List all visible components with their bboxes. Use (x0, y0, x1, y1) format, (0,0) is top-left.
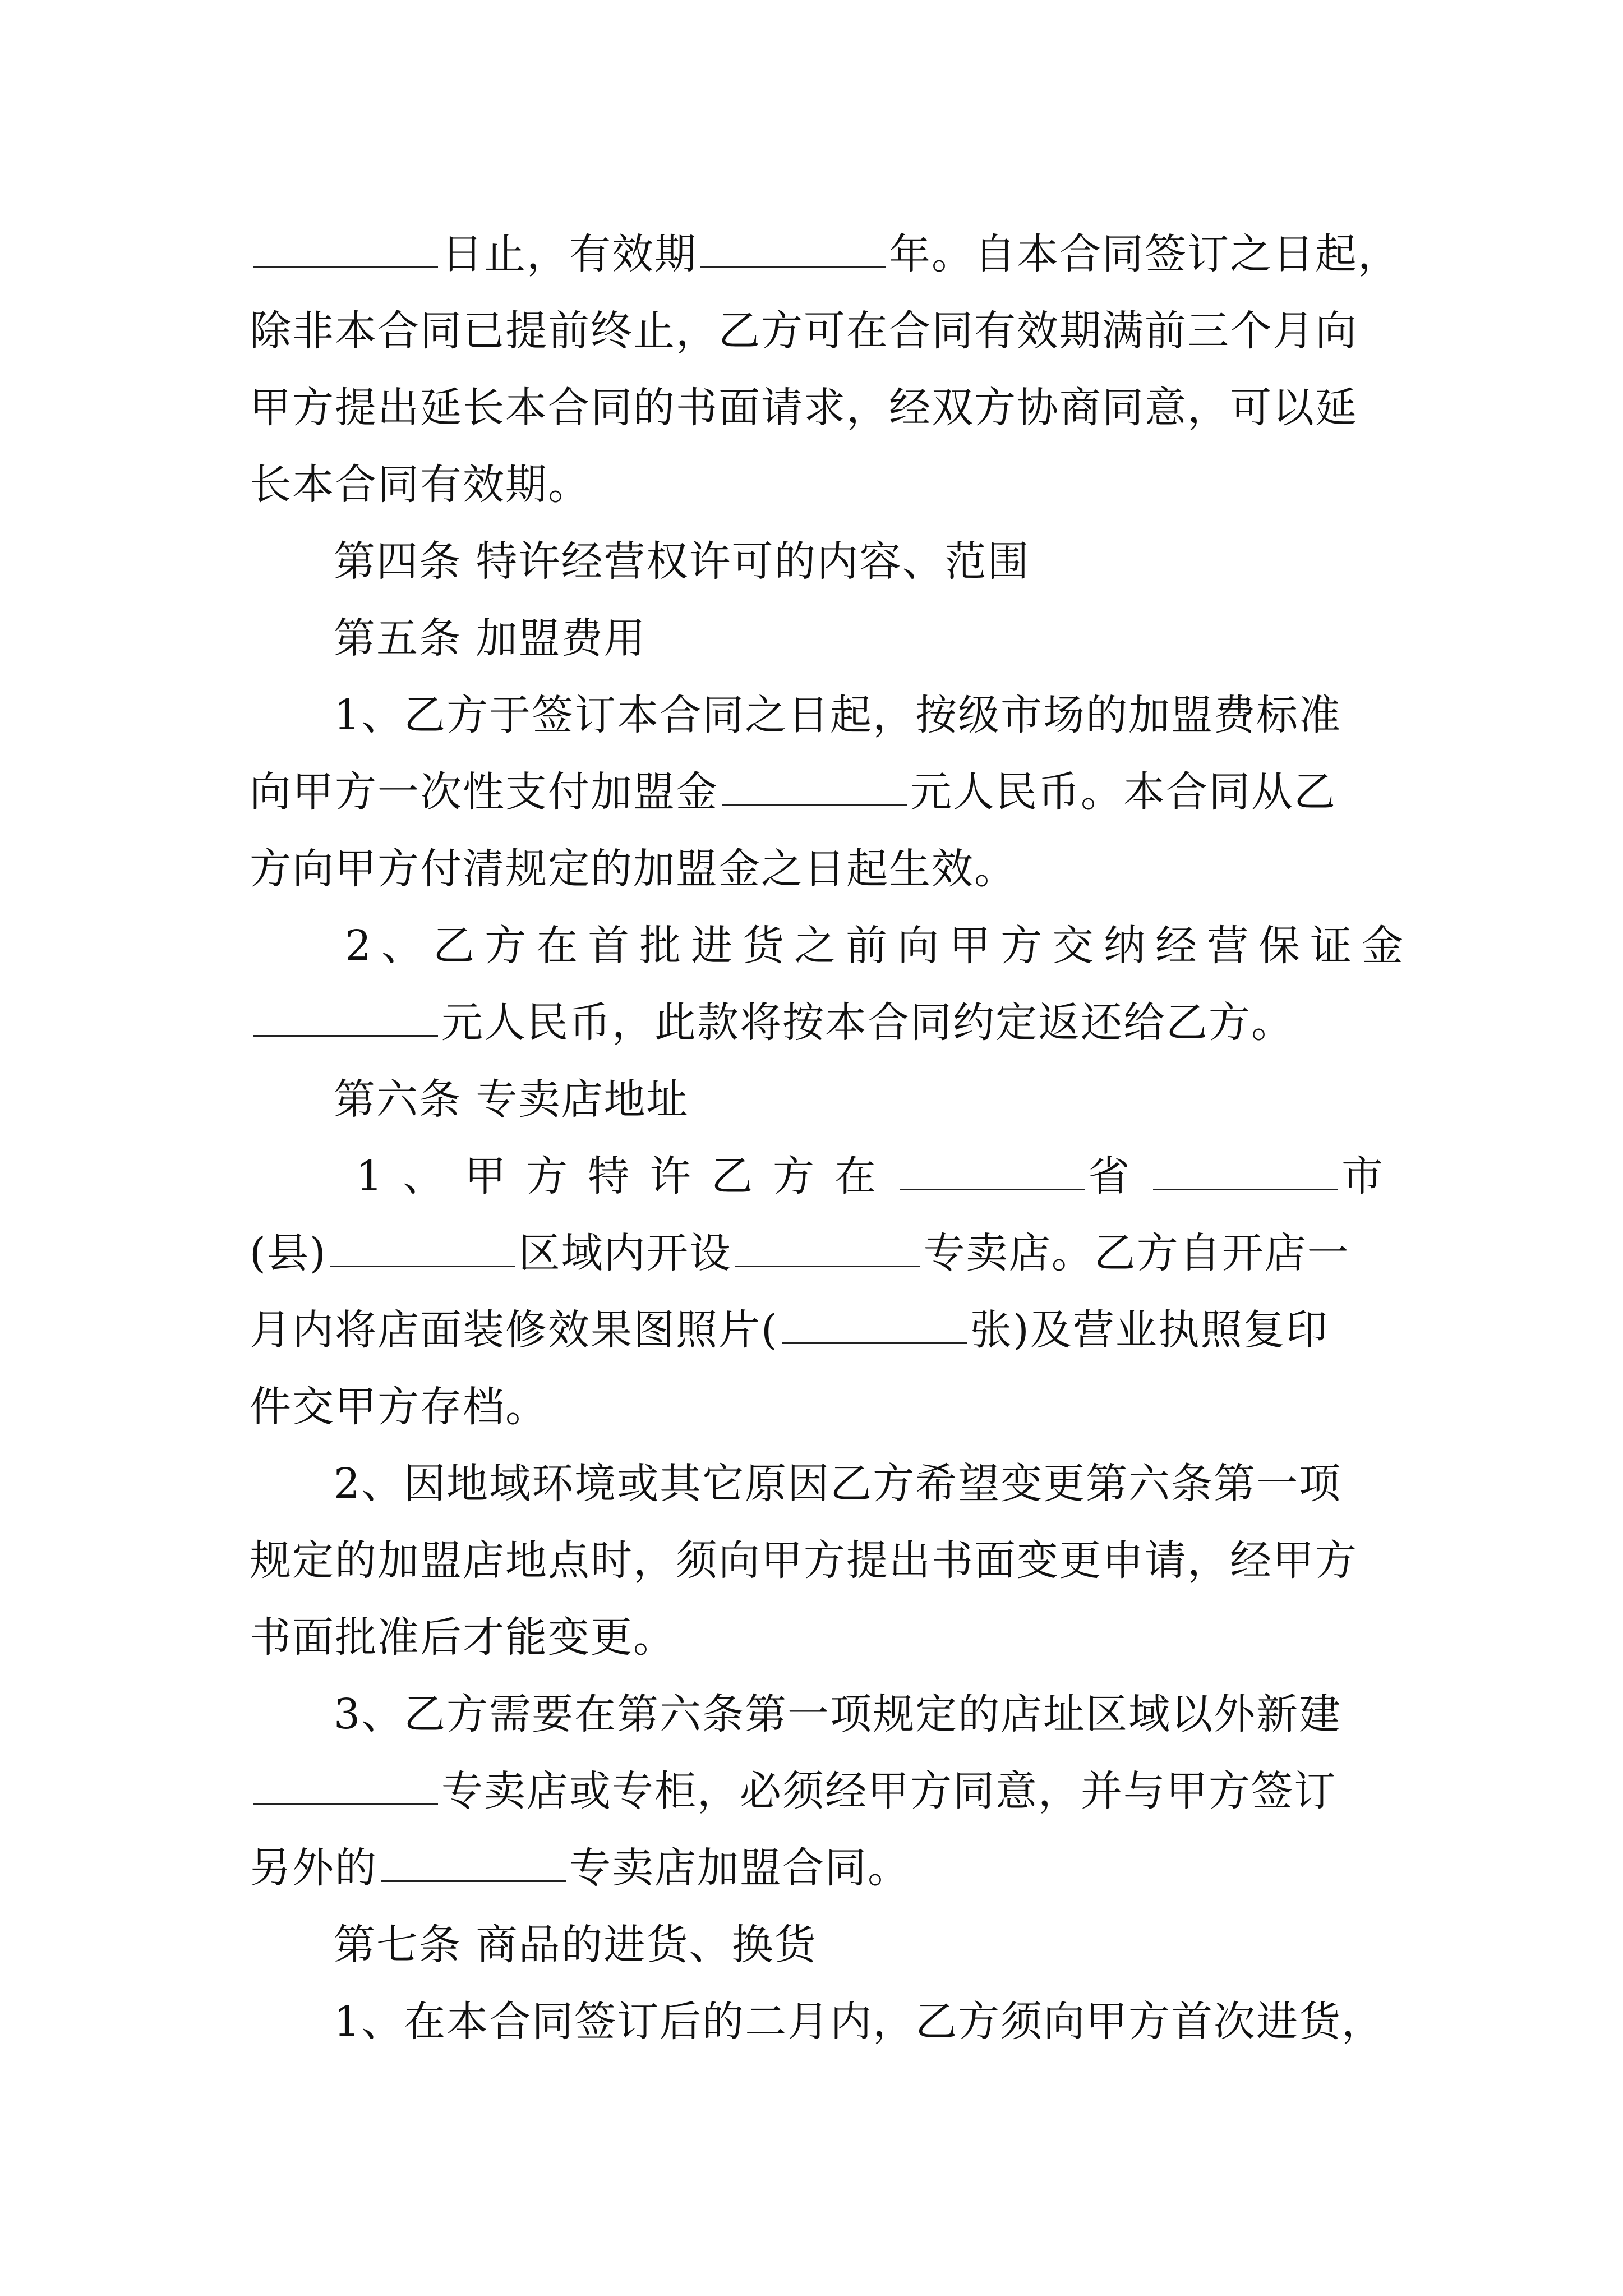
text-line (250, 1138, 1404, 1215)
text-segment: 区域内开设 (518, 1229, 732, 1277)
text-line: 件交甲方存档。 (250, 1383, 548, 1431)
text-line (250, 1292, 1394, 1369)
text-line: 书面批准后才能变更。 (250, 1613, 676, 1662)
text-line: 方向甲方付清规定的加盟金之日起生效。 (250, 845, 1017, 893)
text-segment: (县) (250, 1229, 327, 1277)
text-segment: 向甲方一次性支付加盟金 (250, 768, 718, 816)
text-segment: 日止，有效期 (441, 230, 697, 278)
fill-in-blank (253, 1766, 438, 1805)
fill-in-blank (330, 1228, 515, 1267)
text-line: 长本合同有效期。 (250, 461, 591, 509)
text-line (250, 1215, 1394, 1292)
text-segment: 另外的 (250, 1844, 377, 1892)
fill-in-blank (782, 1305, 967, 1344)
text-segment: 年。自本合同签订之日起， (889, 230, 1400, 278)
text-line (250, 984, 1394, 1061)
article-heading-4: 第四条 特许经营权许可的内容、范围 (334, 537, 1030, 586)
text-line: 3、乙方需要在第六条第一项规定的店址区域以外新建 (334, 1690, 1342, 1738)
text-segment: 月内将店面装修效果图照片( (250, 1306, 778, 1354)
text-line: 2、因地域环境或其它原因乙方希望变更第六条第一项 (334, 1460, 1342, 1508)
text-segment: 专卖店或专柜，必须经甲方同意，并与甲方签订 (441, 1767, 1336, 1815)
text-line: 规定的加盟店地点时，须向甲方提出书面变更申请，经甲方 (250, 1536, 1358, 1585)
text-line: 1、乙方于签订本合同之日起，按级市场的加盟费标准 (334, 691, 1342, 739)
fill-in-blank (381, 1843, 566, 1882)
fill-in-blank (700, 229, 886, 268)
text-segment: 专卖店。乙方自开店一 (923, 1229, 1350, 1277)
text-segment: 张)及营业执照复印 (970, 1306, 1329, 1354)
text-line: 甲方提出延长本合同的书面请求，经双方协商同意，可以延 (250, 384, 1358, 432)
article-heading-5: 第五条 加盟费用 (334, 614, 647, 662)
text-line (250, 1830, 1394, 1907)
fill-in-blank (1153, 1152, 1338, 1190)
fill-in-blank (253, 229, 438, 268)
text-line: 2、乙方在首批进货之前向甲方交纳经营保证金 (345, 922, 1414, 970)
text-line (250, 1753, 1394, 1830)
text-line: 1、在本合同签订后的二月内，乙方须向甲方首次进货， (334, 1998, 1385, 2046)
text-line (250, 754, 1394, 831)
text-segment: 1、甲方特许乙方在 (356, 1152, 897, 1200)
text-segment: 市 (1341, 1152, 1404, 1200)
text-segment: 元人民币。本合同从乙 (910, 768, 1336, 816)
text-line: 除非本合同已提前终止，乙方可在合同有效期满前三个月向 (250, 307, 1358, 355)
fill-in-blank (735, 1228, 920, 1267)
fill-in-blank (722, 767, 907, 806)
article-heading-7: 第七条 商品的进货、换货 (334, 1921, 817, 1969)
document-body (250, 216, 1414, 2060)
fill-in-blank (900, 1152, 1085, 1190)
fill-in-blank (253, 998, 438, 1037)
text-segment: 专卖店加盟合同。 (569, 1844, 910, 1892)
text-segment: 元人民币，此款将按本合同约定返还给乙方。 (441, 999, 1294, 1047)
article-heading-6: 第六条 专卖店地址 (334, 1075, 689, 1124)
text-line (250, 216, 1400, 293)
text-segment: 省 (1088, 1152, 1150, 1200)
